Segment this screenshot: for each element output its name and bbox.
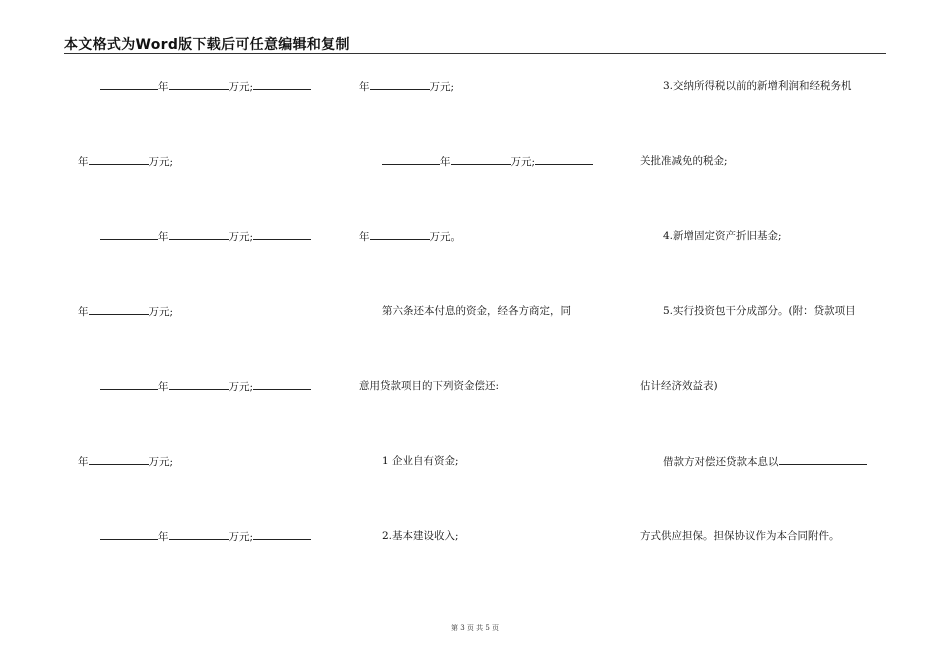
unit-wan: 万元; [228, 531, 254, 543]
unit-year: 年 [78, 306, 89, 318]
blank-line [253, 529, 311, 540]
unit-year: 年 [359, 231, 370, 243]
header-divider [64, 53, 886, 54]
unit-wan: 万元; [510, 156, 536, 168]
unit-wan: 万元; [429, 81, 455, 93]
item-5-line2: 估计经济效益表) [640, 380, 718, 392]
blank-line [253, 229, 311, 240]
blank-line [169, 79, 229, 90]
blank-line [370, 229, 430, 240]
unit-wan: 万元; [228, 231, 254, 243]
blank-line [451, 154, 511, 165]
guarantee-line2: 方式供应担保。担保协议作为本合同附件。 [640, 530, 840, 542]
blank-line [535, 154, 593, 165]
blank-line [370, 79, 430, 90]
unit-year: 年 [158, 81, 169, 93]
guarantee-line1 [663, 454, 867, 469]
blank-line [100, 229, 158, 240]
blank-line [89, 454, 149, 465]
col1-row7 [100, 529, 311, 544]
col1-row2 [78, 154, 173, 169]
blank-line [253, 79, 311, 90]
col2-row2 [382, 154, 593, 169]
unit-wan: 万元; [148, 456, 174, 468]
blank-line [100, 79, 158, 90]
blank-line [89, 304, 149, 315]
article-6-line2: 意用贷款项目的下列资金偿还: [359, 380, 500, 392]
item-5-line1: 5.实行投资包干分成部分。(附：贷款项目 [663, 305, 856, 317]
item-4-text: 4.新增固定资产折旧基金; [663, 230, 782, 242]
unit-year: 年 [440, 156, 451, 168]
blank-line [169, 379, 229, 390]
blank-line [100, 379, 158, 390]
unit-year: 年 [158, 231, 169, 243]
col1-row4 [78, 304, 173, 319]
guarantee-text: 借款方对偿还贷款本息以 [663, 456, 779, 468]
blank-line [779, 454, 867, 465]
unit-wan: 万元; [228, 81, 254, 93]
unit-year: 年 [359, 81, 370, 93]
item-1-text: 1 企业自有资金; [382, 455, 459, 467]
unit-year: 年 [158, 381, 169, 393]
col1-row5 [100, 379, 311, 394]
document-header-title: 本文格式为Word版下载后可任意编辑和复制 [64, 37, 350, 53]
col1-row3 [100, 229, 311, 244]
unit-wan: 万元; [148, 306, 174, 318]
blank-line [89, 154, 149, 165]
unit-wan-end: 万元。 [429, 231, 461, 243]
blank-line [382, 154, 440, 165]
col1-row1 [100, 79, 311, 94]
item-2-text: 2.基本建设收入; [382, 530, 459, 542]
unit-year: 年 [78, 456, 89, 468]
blank-line [169, 529, 229, 540]
unit-year: 年 [158, 531, 169, 543]
item-3-line2: 关批准减免的税金; [640, 155, 728, 167]
col1-row6 [78, 454, 173, 469]
unit-year: 年 [78, 156, 89, 168]
page-number: 第 3 页 共 5 页 [450, 624, 500, 632]
blank-line [253, 379, 311, 390]
blank-line [100, 529, 158, 540]
col2-row3 [359, 229, 461, 244]
col2-row1 [359, 79, 454, 94]
unit-wan: 万元; [148, 156, 174, 168]
item-3-line1: 3.交纳所得税以前的新增利润和经税务机 [663, 80, 852, 92]
blank-line [169, 229, 229, 240]
unit-wan: 万元; [228, 381, 254, 393]
article-6-line1: 第六条还本付息的资金，经各方商定，同 [382, 305, 571, 317]
